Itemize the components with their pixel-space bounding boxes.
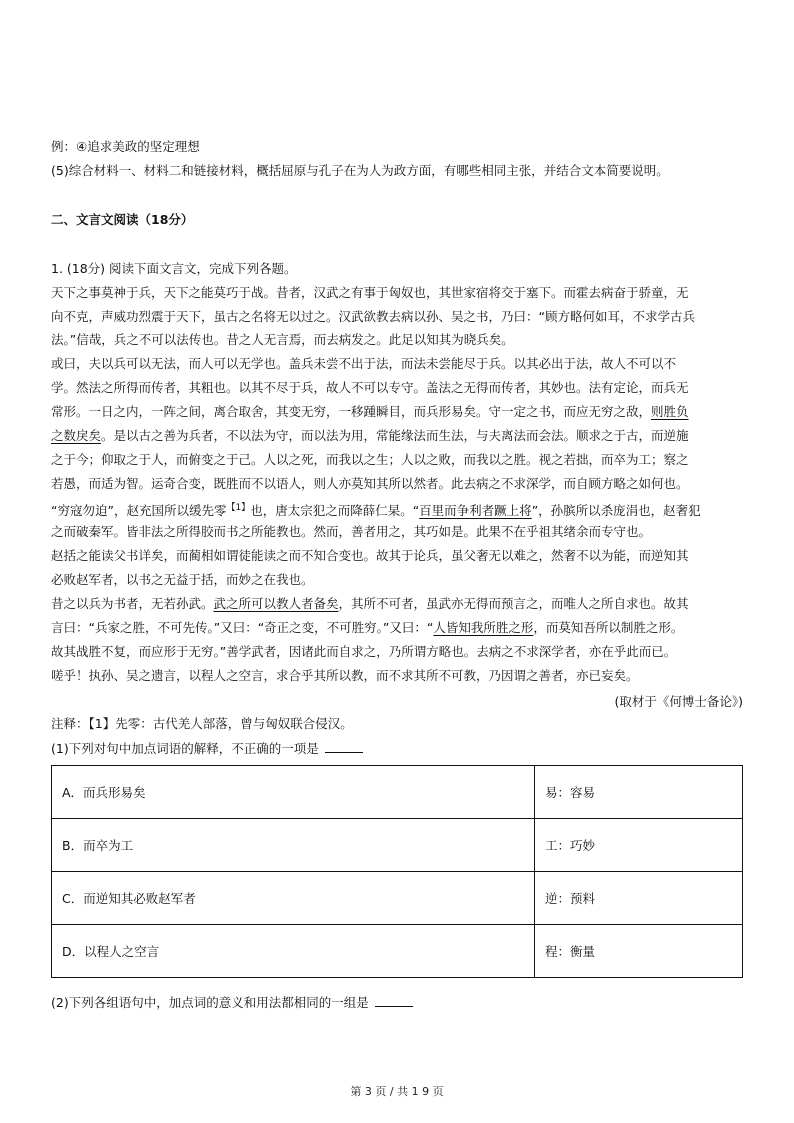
passage-line: 学。然法之所得而传者，其粗也。以其不尽于兵，故人不可以专守。盖法之无得而传者，其妙也。法有定论，而兵无 (51, 380, 689, 395)
passage-line: 之而破秦军。皆非法之所得胶而书之所能教也。然而，善者用之，其巧如是。此果不在乎祖其绪余而专守也。 (51, 524, 652, 539)
option-row[interactable] (52, 872, 743, 925)
passage-line: 向不克，声威功烈震于天下，虽古之名将无以过之。汉武欲教去病以孙、吴之书，乃曰：“顾方略何如耳，不求学古兵 (51, 309, 695, 324)
underlined-phrase: 百里而争利者蹶上将 (419, 503, 532, 519)
option-explanation: 工：巧妙 (535, 819, 743, 872)
question-1-2 (51, 995, 413, 1011)
option-explanation: 程：衡量 (535, 925, 743, 978)
passage-text: ”，孙膑所以杀庞涓也，赵奢犯 (531, 503, 701, 519)
passage-line: 嗟乎！执孙、吴之遗言，以程人之空言，求合乎其所以教，而不求其所不可教，乃因谓之善者，亦已妄矣。 (51, 668, 639, 683)
underlined-phrase: 则胜负 (651, 404, 689, 419)
question-1-intro: 1. (18分) 阅读下面文言文，完成下列各题。 (51, 261, 297, 276)
passage-text: 昔之以兵为书者，无若孙武。 (51, 596, 214, 611)
passage-line (51, 500, 701, 519)
passage-text: ，其所不可者，虽武亦无得而预言之，而唯人之所自求也。故其 (338, 596, 689, 611)
passage-line: 法。”信哉，兵之不可以法传也。昔之人无言焉，而去病发之。此足以知其为晓兵矣。 (51, 332, 514, 347)
passage-text: ，而莫知吾所以制胜之形。 (533, 620, 684, 635)
passage-text: 也，唐太宗犯之而降薛仁杲。“ (250, 503, 420, 519)
answer-blank[interactable] (325, 742, 363, 753)
option-sentence: C．而逆知其必败赵军者 (52, 872, 535, 925)
page-footer: 第 3 页 / 共 1 9 页 (350, 1085, 444, 1098)
passage-line: 之于今；仰取之于人，而俯变之于己。人以之死，而我以之生；人以之败，而我以之胜。视之若拙，而卒为工；察之 (51, 452, 689, 467)
option-sentence: A．而兵形易矣 (52, 766, 535, 819)
option-row[interactable] (52, 766, 743, 819)
passage-text: “穷寇勿迫”，赵充国所以缓先零 (51, 503, 227, 519)
passage-line: 或曰，夫以兵可以无法，而人可以无学也。盖兵未尝不出于法，而法未尝能尽于兵。以其必出于法，故人不可以不 (51, 356, 677, 371)
question-text: (1)下列对句中加点词语的解释，不正确的一项是 (51, 741, 319, 756)
passage-line: 故其战胜不复，而应形于无穷。”善学武者，因诸此而自求之，乃所谓方略也。去病之不求深学者，亦在乎此而已。 (51, 644, 677, 659)
option-row[interactable] (52, 925, 743, 978)
passage-text: 常形。一日之内，一阵之间，离合取舍，其变无穷，一移踵瞬目，而兵形易矣。守一定之书，而应无穷之敌， (51, 404, 652, 419)
passage-line (51, 596, 689, 612)
passage-line (51, 620, 683, 636)
passage-line (51, 428, 689, 444)
question-1-1 (51, 741, 363, 757)
passage-line: 若愚，而适为智。运奇合变，既胜而不以语人，则人亦莫知其所以然者。此去病之不求深学，而自顾方略之如何也。 (51, 476, 689, 491)
section-title: 二、文言文阅读（18分） (51, 212, 194, 227)
options-table (51, 765, 743, 978)
option-explanation: 逆：预料 (535, 872, 743, 925)
question-5: (5)综合材料一、材料二和链接材料，概括屈原与孔子在为人为政方面，有哪些相同主张，并结合文本简要说明。 (51, 163, 669, 178)
passage-line: 天下之事莫神于兵，天下之能莫巧于战。昔者，汉武之有事于匈奴也，其世家宿将交于塞下。而霍去病奋于骄童，无 (51, 285, 689, 300)
passage-line: 必败赵军者，以书之无益于括，而妙之在我也。 (51, 572, 314, 587)
underlined-phrase: 武之所可以教人者备矣 (213, 596, 339, 611)
answer-blank[interactable] (375, 996, 413, 1007)
footnote-marker: 【1】 (226, 503, 251, 513)
underlined-phrase: 人皆知我所胜之形 (433, 620, 534, 635)
annotation-note: 注释：【1】先零：古代羌人部落，曾与匈奴联合侵汉。 (51, 716, 353, 731)
question-text: (2)下列各组语句中，加点词的意义和用法都相同的一组是 (51, 995, 369, 1010)
passage-source: (取材于《何博士备论》) (614, 694, 743, 709)
option-sentence: D．以程人之空言 (52, 925, 535, 978)
underlined-phrase: 之数戾矣 (51, 428, 102, 443)
option-sentence: B．而卒为工 (52, 819, 535, 872)
example-line: 例：④追求美政的坚定理想 (51, 139, 200, 154)
passage-line (51, 404, 689, 420)
option-explanation: 易：容易 (535, 766, 743, 819)
passage-text: 言曰：“兵家之胜，不可先传。”又曰：“奇正之变，不可胜穷。”又曰：“ (51, 620, 434, 635)
option-row[interactable] (52, 819, 743, 872)
passage-line: 赵括之能读父书详矣，而蔺相如谓徒能读之而不知合变也。故其于论兵，虽父奢无以难之，然奢不以为能，而逆知其 (51, 548, 689, 563)
passage-text: 。是以古之善为兵者，不以法为守，而以法为用，常能缘法而生法，与夫离法而会法。顺求之于古，而逆施 (101, 428, 689, 443)
